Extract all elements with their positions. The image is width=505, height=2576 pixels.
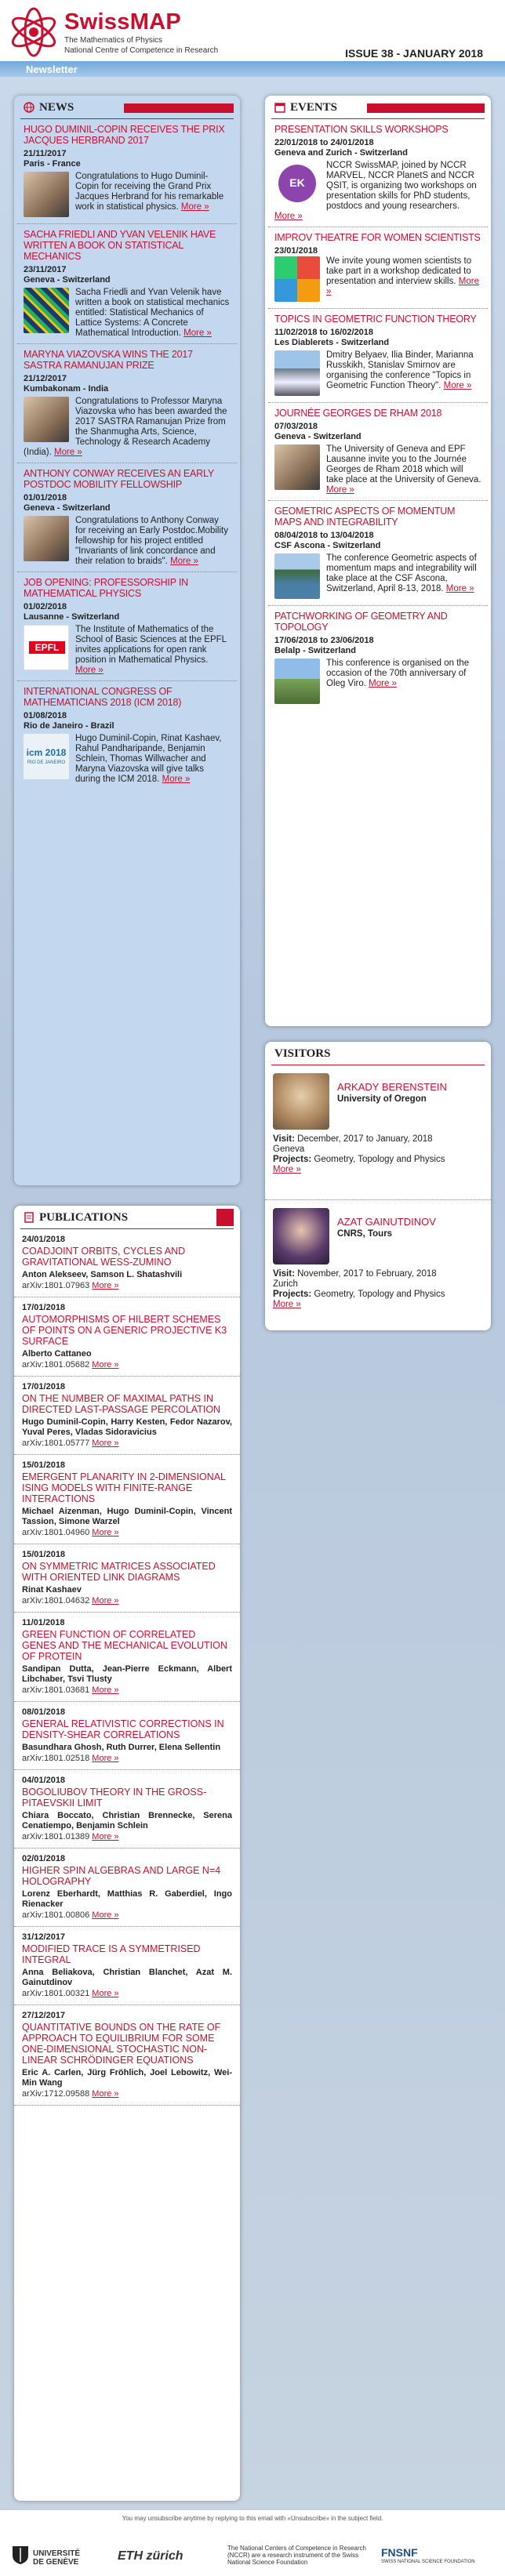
swissmap-atom-logo <box>8 6 60 58</box>
publications-list <box>14 1229 240 2106</box>
news-item-date: 23/11/2017 <box>24 265 67 274</box>
more-link[interactable]: More » <box>54 448 82 457</box>
visit-projects: Geometry, Topology and Physics <box>314 1155 445 1164</box>
event-item <box>268 309 488 403</box>
more-link[interactable]: More » <box>92 2089 119 2099</box>
event-item-body <box>274 256 481 303</box>
news-item-title[interactable]: HUGO DUMINIL-COPIN RECEIVES THE PRIX JACQUES HERBRAND 2017 <box>24 124 225 146</box>
epfl-logo-icon[interactable] <box>24 625 69 670</box>
publication-title[interactable]: ON SYMMETRIC MATRICES ASSOCIATED WITH ORIENTED LINK DIAGRAMS <box>22 1561 216 1583</box>
event-item-place: Les Diablerets - Switzerland <box>274 338 390 347</box>
snf-logo-sub: SWISS NATIONAL SCIENCE FOUNDATION <box>381 2560 475 2564</box>
visitor-details <box>273 1264 483 1310</box>
more-link[interactable]: More » <box>183 328 212 338</box>
event-item-body <box>274 350 481 397</box>
visitor-institution: University of Oregon <box>337 1094 427 1104</box>
portrait-photo-icon[interactable] <box>24 172 69 217</box>
publication-date: 24/01/2018 <box>22 1235 66 1244</box>
event-item-title[interactable]: TOPICS IN GEOMETRIC FUNCTION THEORY <box>274 314 477 325</box>
publications-header-mark <box>216 1209 234 1226</box>
news-item-text: Hugo Duminil-Copin, Rinat Kashaev, Rahul Pandharipande, Benjamin Schlein, Thomas Willwacher and Maryna Viazovska will give talks during the ICM 2018. <box>75 734 222 784</box>
publication-arxiv-id: arXiv:1801.01389 <box>22 1832 90 1841</box>
alpine-photo-icon[interactable] <box>274 659 320 704</box>
brand-title: SwissMAP <box>64 9 182 34</box>
more-link[interactable]: More » <box>170 557 198 566</box>
lake-photo-icon[interactable] <box>274 553 320 599</box>
publication-title[interactable]: AUTOMORPHISMS OF HILBERT SCHEMES OF POINTS ON A GENERIC PROJECTIVE K3 SURFACE <box>22 1314 227 1347</box>
publication-authors: Rinat Kashaev <box>22 1585 82 1595</box>
calendar-icon <box>274 102 285 113</box>
portrait-photo-icon[interactable] <box>24 516 69 561</box>
more-link[interactable]: More » <box>92 1989 119 1998</box>
event-item-body <box>274 553 481 600</box>
brand-subtitle-2: National Centre of Competence in Research <box>64 46 219 55</box>
event-item-text: The University of Geneva and EPF Lausanne invite you to the Journée Georges de Rham 2018 which will take place at the University of Geneva. <box>326 444 481 484</box>
news-item-body <box>24 397 231 458</box>
more-link[interactable]: More » <box>326 277 479 296</box>
visitors-header <box>271 1042 485 1065</box>
event-item-title[interactable]: PATCHWORKING OF GEOMETRY AND TOPOLOGY <box>274 611 448 633</box>
event-item-body <box>274 161 481 222</box>
news-item-place: Paris - France <box>24 159 81 169</box>
publication-title[interactable]: MODIFIED TRACE IS A SYMMETRISED INTEGRAL <box>22 1943 201 1965</box>
publication-authors: Lorenz Eberhardt, Matthias R. Gaberdiel, Ingo Rienacker <box>22 1889 232 1909</box>
nccr-note: The National Centers of Competence in Research (NCCR) are a research instrument of the Swiss National Science Foundation <box>227 2545 366 2566</box>
publication-date: 31/12/2017 <box>22 1932 66 1942</box>
publication-title[interactable]: BOGOLIUBOV THEORY IN THE GROSS-PITAEVSKII LIMIT <box>22 1787 207 1809</box>
footer <box>0 2510 505 2576</box>
portrait-photo-icon[interactable] <box>24 397 69 442</box>
publication-arxiv-id: arXiv:1801.04632 <box>22 1596 90 1605</box>
more-link[interactable]: More » <box>273 1300 301 1309</box>
publication-date: 27/12/2017 <box>22 2011 66 2020</box>
events-title: EVENTS <box>290 101 338 114</box>
visitor-name[interactable]: AZAT GAINUTDINOV <box>337 1216 436 1228</box>
more-link[interactable]: More » <box>273 1165 301 1174</box>
ek-logo-icon[interactable] <box>274 161 320 206</box>
publication-arxiv-line <box>22 1685 232 1696</box>
publication-authors: Anna Beliakova, Christian Blanchet, Azat M. Gainutdinov <box>22 1968 232 1987</box>
news-item-text: The Institute of Mathematics of the School of Basic Sciences at the EPFL invites applications for open rank position in Mathematical Physics. <box>75 625 227 665</box>
publication-authors: Hugo Duminil-Copin, Harry Kesten, Fedor Nazarov, Yuval Peres, Vladas Sidoravicius <box>22 1417 232 1437</box>
publication-arxiv-line <box>22 1527 232 1538</box>
more-link[interactable]: More » <box>274 212 303 221</box>
event-item-place: Belalp - Switzerland <box>274 646 356 655</box>
eth-logo: ETH zürich <box>118 2549 183 2563</box>
publication-date: 17/01/2018 <box>22 1303 66 1312</box>
event-item-text: The conference Geometric aspects of momentum maps and integrability will take place at the CSF Ascona, Switzerland, April 8-13, 2018. <box>326 553 477 593</box>
icm-logo-icon[interactable] <box>24 734 69 779</box>
issue-label: ISSUE 38 - JANUARY 2018 <box>345 47 483 60</box>
publication-item <box>14 1455 240 1544</box>
projects-label: Projects: <box>273 1155 312 1164</box>
publication-arxiv-line <box>22 2088 232 2099</box>
publication-arxiv-id: arXiv:1712.09588 <box>22 2089 90 2099</box>
more-link[interactable]: More » <box>92 1439 119 1448</box>
news-item-title[interactable]: SACHA FRIEDLI AND YVAN VELENIK HAVE WRITTEN A BOOK ON STATISTICAL MECHANICS <box>24 229 216 262</box>
publication-arxiv-line <box>22 1280 232 1291</box>
publication-title[interactable]: GREEN FUNCTION OF CORRELATED GENES AND THE MECHANICAL EVOLUTION OF PROTEIN <box>22 1629 227 1662</box>
event-item-place: Geneva and Zurich - Switzerland <box>274 148 408 158</box>
news-item <box>17 344 237 463</box>
visitors-title: VISITORS <box>274 1047 331 1060</box>
news-item-title[interactable]: ANTHONY CONWAY RECEIVES AN EARLY POSTDOC MOBILITY FELLOWSHIP <box>24 468 214 490</box>
icm-logo-text: icm 2018 <box>26 747 67 758</box>
publication-title[interactable]: HIGHER SPIN ALGEBRAS AND LARGE N=4 HOLOGRAPHY <box>22 1865 221 1887</box>
ek-logo-text: EK <box>289 176 305 189</box>
event-item-date: 11/02/2018 to 16/02/2018 <box>274 328 373 337</box>
news-item-body <box>24 172 231 219</box>
more-link[interactable]: More » <box>162 775 191 784</box>
puzzle-image-icon[interactable] <box>274 256 320 302</box>
news-title: NEWS <box>39 101 74 114</box>
event-item-text: NCCR SwissMAP, joined by NCCR MARVEL, NCCR PlanetS and NCCR QSIT, is organizing two workshops on presentation skills for PhD students, postdocs and young researchers. <box>326 161 477 211</box>
news-item-body <box>24 288 231 339</box>
events-list <box>265 119 491 710</box>
publication-item <box>14 1849 240 1927</box>
publication-arxiv-id: arXiv:1801.03681 <box>22 1685 90 1695</box>
news-item-date: 01/02/2018 <box>24 602 67 611</box>
unige-crest-icon <box>11 2545 30 2565</box>
more-link[interactable]: More » <box>92 1754 119 1763</box>
globe-icon <box>24 102 35 113</box>
visit-city: Geneva <box>273 1145 305 1154</box>
event-item-text: This conference is organised on the occasion of the 70th anniversary of Oleg Viro. <box>326 659 470 688</box>
newsletter-bar <box>0 61 505 77</box>
content-area <box>0 77 505 2510</box>
publication-date: 15/01/2018 <box>22 1550 66 1559</box>
publication-arxiv-id: arXiv:1801.07963 <box>22 1281 90 1290</box>
news-item-text: Congratulations to Hugo Duminil-Copin for receiving the Grand Prix Jacques Herbrand for his remarkable work in statistical physics. <box>75 172 224 212</box>
more-link[interactable]: More » <box>443 381 472 390</box>
publication-date: 02/01/2018 <box>22 1854 66 1863</box>
publication-title[interactable]: EMERGENT PLANARITY IN 2-DIMENSIONAL ISING MODELS WITH FINITE-RANGE INTERACTIONS <box>22 1471 226 1504</box>
more-link[interactable]: More » <box>92 1832 119 1841</box>
more-link[interactable]: More » <box>369 679 397 688</box>
more-link[interactable]: More » <box>92 1281 119 1290</box>
publication-arxiv-id: arXiv:1801.00806 <box>22 1910 90 1920</box>
event-item-place: Geneva - Switzerland <box>274 432 361 441</box>
more-link[interactable]: More » <box>180 202 209 212</box>
news-item-place: Rio de Janeiro - Brazil <box>24 721 114 731</box>
news-item <box>17 681 237 789</box>
news-item-place: Lausanne - Switzerland <box>24 612 120 622</box>
publication-date: 17/01/2018 <box>22 1382 66 1391</box>
publication-item <box>14 1770 240 1849</box>
news-item-body <box>24 516 231 567</box>
visitor-institution: CNRS, Tours <box>337 1229 393 1239</box>
publication-arxiv-line <box>22 1359 232 1370</box>
more-link[interactable]: More » <box>75 666 104 675</box>
visitors-list <box>265 1065 491 1330</box>
event-item-title[interactable]: GEOMETRIC ASPECTS OF MOMENTUM MAPS AND INTEGRABILITY <box>274 506 456 528</box>
event-item-text: We invite young women scientists to take part in a workshop dedicated to presentation and interview skills. <box>326 256 472 286</box>
news-item <box>17 572 237 681</box>
event-item-body <box>274 444 481 495</box>
publication-title[interactable]: COADJOINT ORBITS, CYCLES AND GRAVITATIONAL WESS-ZUMINO <box>22 1246 186 1268</box>
projects-label: Projects: <box>273 1290 312 1299</box>
visit-city: Zurich <box>273 1279 298 1289</box>
news-item-place: Kumbakonam - India <box>24 384 109 394</box>
publication-arxiv-line <box>22 1910 232 1921</box>
more-link[interactable]: More » <box>445 584 474 593</box>
visitor-item <box>265 1065 491 1200</box>
event-item-body <box>274 659 481 706</box>
news-item-body <box>24 625 231 676</box>
publication-authors: Chiara Boccato, Christian Brennecke, Serena Cenatiempo, Benjamin Schlein <box>22 1811 232 1830</box>
icm-logo-subtext: RIO DE JANEIRO <box>27 760 66 765</box>
publication-authors: Eric A. Carlen, Jürg Fröhlich, Joel Lebowitz, Wei-Min Wang <box>22 2068 232 2088</box>
event-item-text: Dmitry Belyaev, Ilia Binder, Marianna Russkikh, Stanislav Smirnov are organising the conference "Topics in Geometric Function Theory". <box>326 350 474 390</box>
footer-logos <box>0 2545 505 2568</box>
news-list <box>14 119 240 789</box>
news-header <box>20 96 234 119</box>
more-link[interactable]: More » <box>326 485 354 495</box>
publication-authors: Basundhara Ghosh, Ruth Durrer, Elena Sellentin <box>22 1743 221 1752</box>
publication-arxiv-id: arXiv:1801.05682 <box>22 1360 90 1370</box>
publication-title[interactable]: QUANTITATIVE BOUNDS ON THE RATE OF APPROACH TO EQUILIBRIUM FOR SOME ONE-DIMENSIONAL STOCHASTIC NON-LINEAR SCHRÖDINGER EQUATIONS <box>22 2022 221 2066</box>
publication-date: 04/01/2018 <box>22 1776 66 1785</box>
event-item-place: CSF Ascona - Switzerland <box>274 541 381 550</box>
event-item-title[interactable]: IMPROV THEATRE FOR WOMEN SCIENTISTS <box>274 232 481 243</box>
publication-item <box>14 1297 240 1377</box>
more-link[interactable]: More » <box>92 1910 119 1920</box>
publication-item <box>14 2005 240 2106</box>
news-item-text: Sacha Friedli and Yvan Velenik have written a book on statistical mechanics entitled: Statistical Mechanics of Lattice Systems: A Concrete Mathematical Introduction. <box>75 288 230 338</box>
brand-block <box>64 9 218 56</box>
events-panel <box>265 96 491 1026</box>
publication-title[interactable]: ON THE NUMBER OF MAXIMAL PATHS IN DIRECTED LAST-PASSAGE PERCOLATION <box>22 1393 221 1415</box>
publication-arxiv-id: arXiv:1801.04960 <box>22 1528 90 1537</box>
snf-logo: FNSNF <box>381 2546 418 2559</box>
news-item-text: Congratulations to Anthony Conway for receiving an Early Postdoc.Mobility fellowship for his project entitled "Invariants of link concordance and their relation to braids". <box>75 516 228 566</box>
brand-subtitle-1: The Mathematics of Physics <box>64 36 163 45</box>
right-column <box>265 96 491 1330</box>
publication-item <box>14 1544 240 1613</box>
more-link[interactable]: More » <box>92 1528 119 1537</box>
visitor-photo <box>273 1208 329 1264</box>
publications-panel <box>14 1206 240 2501</box>
event-item-date: 17/06/2018 to 23/06/2018 <box>274 636 374 645</box>
event-item <box>268 227 488 309</box>
news-item <box>17 224 237 344</box>
visit-label: Visit: <box>273 1134 295 1144</box>
publication-arxiv-id: arXiv:1801.00321 <box>22 1989 90 1998</box>
more-link[interactable]: More » <box>92 1360 119 1370</box>
news-item-place: Geneva - Switzerland <box>24 503 111 513</box>
publications-header <box>20 1206 234 1229</box>
news-item-place: Geneva - Switzerland <box>24 275 111 285</box>
newsletter-header <box>0 0 505 77</box>
publication-arxiv-line <box>22 1438 232 1449</box>
visitors-panel <box>265 1042 491 1330</box>
news-item <box>17 463 237 572</box>
event-item-date: 07/03/2018 <box>274 422 318 431</box>
publications-title: PUBLICATIONS <box>39 1211 129 1224</box>
publication-arxiv-line <box>22 1595 232 1606</box>
event-item-date: 23/01/2018 <box>274 246 318 256</box>
news-item-date: 01/08/2018 <box>24 711 67 720</box>
publication-date: 15/01/2018 <box>22 1460 66 1470</box>
publication-arxiv-line <box>22 1988 232 1999</box>
visit-period: December, 2017 to January, 2018 <box>297 1134 433 1144</box>
visit-period: November, 2017 to February, 2018 <box>297 1269 437 1279</box>
visitor-name[interactable]: ARKADY BERENSTEIN <box>337 1081 447 1093</box>
left-column <box>14 96 240 2501</box>
event-item-title[interactable]: PRESENTATION SKILLS WORKSHOPS <box>274 124 449 135</box>
news-item-date: 21/12/2017 <box>24 374 67 383</box>
newsletter-label: Newsletter <box>26 63 78 75</box>
event-item <box>268 501 488 606</box>
publication-item <box>14 1927 240 2005</box>
news-item-body <box>24 734 231 785</box>
visit-label: Visit: <box>273 1269 295 1279</box>
event-item <box>268 403 488 501</box>
publication-arxiv-id: arXiv:1801.05777 <box>22 1439 90 1448</box>
document-icon <box>24 1212 35 1223</box>
publication-date: 08/01/2018 <box>22 1707 66 1717</box>
event-item-date: 22/01/2018 to 24/01/2018 <box>274 138 374 147</box>
event-item <box>268 119 488 227</box>
visit-projects: Geometry, Topology and Physics <box>314 1290 445 1299</box>
publication-title[interactable]: GENERAL RELATIVISTIC CORRECTIONS IN DENSITY-SHEAR CORRELATIONS <box>22 1718 224 1740</box>
news-item-date: 21/11/2017 <box>24 149 67 158</box>
news-item-date: 01/01/2018 <box>24 493 67 503</box>
publication-item <box>14 1702 240 1770</box>
news-item-title[interactable]: MARYNA VIAZOVSKA WINS THE 2017 SASTRA RAMANUJAN PRIZE <box>24 349 193 371</box>
portrait-photo-icon[interactable] <box>274 444 320 490</box>
news-header-bar <box>124 103 234 113</box>
publication-arxiv-line <box>22 1831 232 1842</box>
publication-authors: Sandipan Dutta, Jean-Pierre Eckmann, Albert Libchaber, Tsvi Tlusty <box>22 1664 232 1684</box>
unsubscribe-note: You may unsubscribe anytime by replying to this email with «Unsubscribe» in the subject field. <box>122 2515 383 2522</box>
visitor-photo <box>273 1073 329 1130</box>
svg-text:EPFL: EPFL <box>35 642 60 653</box>
book-cover-icon[interactable] <box>24 288 69 333</box>
publication-item <box>14 1613 240 1702</box>
news-panel <box>14 96 240 1185</box>
more-link[interactable]: More » <box>92 1685 119 1695</box>
news-item-title[interactable]: INTERNATIONAL CONGRESS OF MATHEMATICIANS 2018 (ICM 2018) <box>24 686 182 708</box>
publication-date: 11/01/2018 <box>22 1618 65 1627</box>
publication-authors: Michael Aizenman, Hugo Duminil-Copin, Vincent Tassion, Simone Warzel <box>22 1507 232 1526</box>
unige-logo: UNIVERSITÉ DE GENÈVE <box>33 2549 81 2567</box>
events-header <box>271 96 485 119</box>
event-item-date: 08/04/2018 to 13/04/2018 <box>274 531 374 540</box>
more-link[interactable]: More » <box>92 1596 119 1605</box>
event-item <box>268 606 488 710</box>
mountain-photo-icon[interactable] <box>274 350 320 396</box>
publication-item <box>14 1229 240 1297</box>
publication-arxiv-id: arXiv:1801.02518 <box>22 1754 90 1763</box>
publication-authors: Anton Alekseev, Samson L. Shatashvili <box>22 1270 183 1279</box>
publication-authors: Alberto Cattaneo <box>22 1349 92 1359</box>
visitor-item <box>265 1200 491 1330</box>
news-item-text: Congratulations to Professor Maryna Viazovska who has been awarded the 2017 SASTRA Ramanujan Prize from the Shanmugha Arts, Science, Technology & Research Academy (India). <box>24 397 227 457</box>
publication-item <box>14 1377 240 1455</box>
news-item <box>17 119 237 224</box>
visitor-details <box>273 1130 483 1175</box>
event-item-title[interactable]: JOURNÉE GEORGES DE RHAM 2018 <box>274 408 442 419</box>
events-header-bar <box>367 103 485 113</box>
news-item-title[interactable]: JOB OPENING: PROFESSORSHIP IN MATHEMATICAL PHYSICS <box>24 577 188 599</box>
publication-arxiv-line <box>22 1753 232 1764</box>
